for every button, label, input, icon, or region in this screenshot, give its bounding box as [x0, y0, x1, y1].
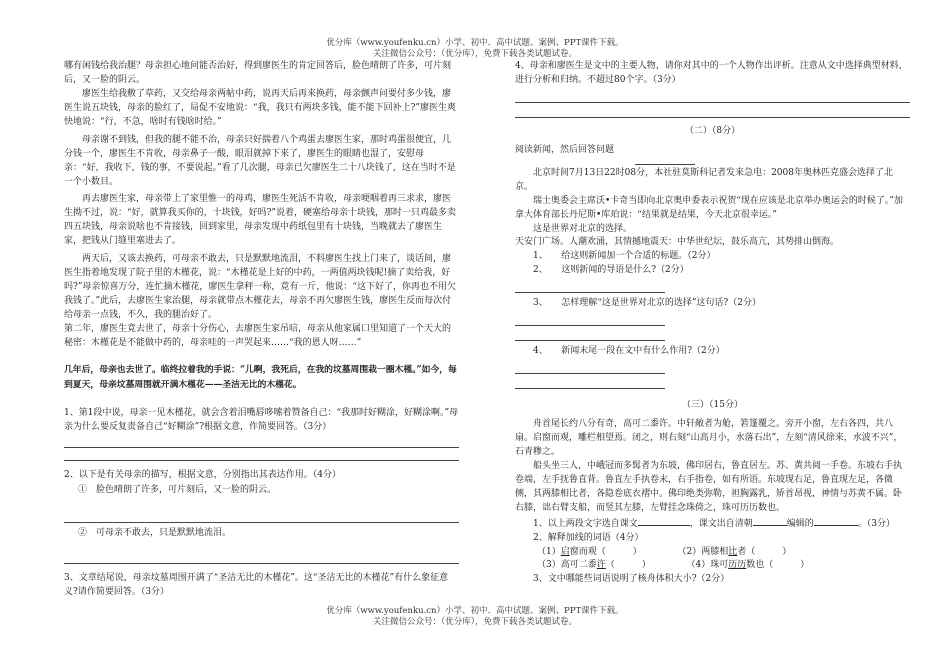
answer-line: [515, 361, 665, 374]
classical-question-1: 1、以上两段文字选自课文 ，课文出自清朝 编辑的 。（3分）: [515, 516, 910, 532]
news-title-blank: [635, 158, 695, 165]
classical-question-2: 2、解释加线的词语（4分）: [533, 532, 644, 543]
story-paragraph: 廖医生给我敷了草药，又交给母亲两帖中药，说再天后再来换药，母亲颤声问要付多少钱，廖医生说五块钱，母亲的脸红了，局促不安地说：“我，我只有两块多钱，能不能下回补上?”廖医生爽快地说：“行，不急，啥时有钱啥时给。”: [64, 88, 457, 127]
news-paragraph: 天安门广场。人潮欢涌，其情撼地震天：中华世纪坛，鼓乐高亢，其势排山倒海。: [515, 237, 840, 248]
word-list-row: （3）高可二黍许（ ） （4）珠可历历数也（ ）: [537, 560, 810, 571]
footer-line-1: 优分库（www.youfenku.cn）小学、初中、高中试题、案例、PPT课件下载。: [326, 606, 624, 616]
question-3: 3、文章结尾说，母亲坟墓周围开满了“圣洁无比的木槿花”。这“圣洁无比的木槿花”有什么象征意义?请作简要回答。（3分）: [64, 573, 449, 598]
section-2-title: （二）（8分）: [684, 125, 741, 136]
question-2-item-1: ① 脸色晴朗了许多，可片刻后，又一脸的阴云。: [78, 485, 277, 496]
footer-line-2: 关注微信公众号：（优分库），免费下载各类试题试卷。: [372, 617, 577, 628]
news-paragraph: 这是世界对北京的选择。: [533, 223, 633, 234]
answer-line: [515, 280, 665, 293]
news-question-4: 4、 新闻末尾一段在文中有什么作用?（2分）: [533, 346, 725, 357]
news-paragraph: 瑞士奥委会主席沃•卡奇当即向北京奥申委表示祝贺“现在应该是北京举办奥运会的时候了。”加拿大体育部长丹尼斯•库珀说：“结果就是结果，今天北京很幸运。”: [515, 195, 904, 220]
news-question-2: 2、 这则新闻的导语是什么?（2分）: [533, 265, 689, 276]
question-1: 1、第1段中说，母亲一见木槿花，就会含着泪嘴唇哆嗦着赞备自己：“我那时好糊涂，好糊涂啊。”母亲为什么要反复责备自己“好糊涂”?根据文意，作简要回答。（3分）: [64, 407, 459, 432]
answer-line: [64, 541, 459, 564]
answer-line: [64, 435, 459, 448]
section-2-intro: 阅读新闻，然后回答问题: [515, 144, 615, 155]
classical-paragraph: 舟首尾长约八分有奇，高可二黍许。中轩敞者为舱，箬篷覆之。旁开小窗，左右各四，共八扇。启窗而观，雕栏相望焉。闭之，则右刻“山高月小，水落石出”，左刻“清风徐来，水波不兴”，石青糁之。: [515, 419, 903, 457]
question-4: 4、母亲和廖医生是文中的主要人物，请你对其中的一个人物作出评析。注意从文中选择典型材料，进行分析和归纳。不超过80个字。（3分）: [515, 61, 908, 85]
answer-line: [515, 313, 665, 326]
story-paragraph: 母亲谢不到钱，但我的腿不能不治，母亲只好揣着八个鸡蛋去廖医生家，那时鸡蛋很便宜，几分钱一个，廖医生不肯收，母亲鼻子一酸，眼泪就掉下来了，廖医生的眼睛也湿了，安慰母亲：“好，我收下，钱的事，不要说起。”看了几次腿，母亲已欠廖医生二十八块钱了，这在当时不是一个小数目。: [64, 134, 456, 187]
left-column: [64, 60, 459, 600]
news-question-3: 3、 怎样理解“这是世界对北京的选择”这句话?（2分）: [533, 298, 761, 309]
answer-line: [515, 103, 910, 118]
answer-line: [515, 328, 665, 341]
page-header: [0, 38, 950, 61]
page-footer: [0, 606, 950, 629]
right-column: [515, 60, 910, 587]
answer-line: [64, 498, 459, 523]
classical-question-3: 3、文中哪能些词语说明了核舟体积大小?（2分）: [533, 574, 730, 585]
blank: [638, 516, 690, 526]
answer-line: [515, 88, 910, 103]
story-ending-bold: 几年后，母亲也去世了。临终拉着我的手说：“儿啊，我死后，在我的坟墓周围栽一圈木槿。”如今，每到夏天，母亲坟墓周围就开满木槿花——圣洁无比的木槿花。: [64, 364, 457, 390]
story-paragraph: 哪有闲钱给我治腿？母亲担心地问能否治好，得到廖医生的肯定回答后，脸色晴朗了许多，可片刻后，又一脸的阴云。: [64, 61, 452, 85]
blank: [814, 516, 858, 526]
story-paragraph: 两天后，又该去换药，可母亲不敢去，只是默默地流泪，不料廖医生找上门来了，谈话间，廖医生指着地发现了院子里的木槿花，说：“木槿花是上好的中药，一两值两块钱呢!摘了卖给我，好吗?”母亲惊喜万分，连忙摘木槿花，廖医生拿秤一称，竟有一斤，他说：“这下好了，你再也不用欠我钱了。”此后，去廖医生家治腿，母亲就带点木槿花去，母亲不再欠廖医生钱，廖医生反而每次付给母亲一点钱，不久，我的腿治好了。: [64, 254, 457, 320]
question-2: 2、以下是有关母亲的描写，根据文意，分别指出其表达作用。（4分）: [64, 469, 341, 480]
header-line-1: 优分库（www.youfenku.cn）小学、初中、高中试题、案例、PPT课件下载。: [326, 38, 624, 48]
story-paragraph: 再去廖医生家，母亲带上了家里惟一的母鸡，廖医生死活不肯收，母亲哽咽着再三求求，廖医生拗不过，说：“好，就算我买你的，十块钱，好吗?”说着，硬塞给母亲十块钱，那时一只鸡最多卖四五块钱，母亲说啥也不肯接钱，回到家里，母亲发现中药纸包里有十块钱，当晚就去了廖医生家，把钱从门缝里塞进去了。: [64, 194, 457, 247]
blank: [753, 516, 787, 526]
question-2-item-2: ② 可母亲不敢去，只是默默地流泪。: [78, 528, 232, 539]
answer-line: [64, 448, 459, 461]
story-paragraph: 第二年，廖医生竟去世了，母亲十分伤心，去廖医生家吊唁，母亲从他家属口里知道了一个天大的秘密：木槿花是不能做中药的，母亲哇的一声哭起来……“我的恩人呀……”: [64, 323, 452, 348]
section-3-title: （三）（15分）: [682, 400, 743, 411]
word-list-row: （1）启窗而观（ ） （2）两膝相比者（ ）: [537, 546, 792, 557]
header-line-2: 关注微信公众号：（优分库），免费下载各类试题试卷。: [372, 49, 577, 60]
news-paragraph: 北京时间7月13日22时08分，本社驻莫斯科记者发来急电：2008年奥林匹克盛会选择了北京。: [515, 167, 893, 192]
answer-line: [515, 376, 665, 389]
classical-paragraph: 船头坐三人，中峨冠而多髯者为东坡，佛印居右，鲁直居左。苏、黄共阅一手卷。东坡右手执卷端，左手抚鲁直背。鲁直左手执卷末，右手指卷，如有所语。东坡现右足，鲁直现左足，各微侧，其两膝相比者，各隐卷底衣褶中。佛印绝类弥勒，袒胸露乳，矫首昂视，神情与苏黄不属。卧右膝，诎右臂支船，而竖其左膝，左臂挂念珠倚之，珠可历历数也。: [515, 460, 903, 513]
news-question-1: 1、 给这则新闻加一个合适的标题。（2分）: [533, 251, 716, 262]
